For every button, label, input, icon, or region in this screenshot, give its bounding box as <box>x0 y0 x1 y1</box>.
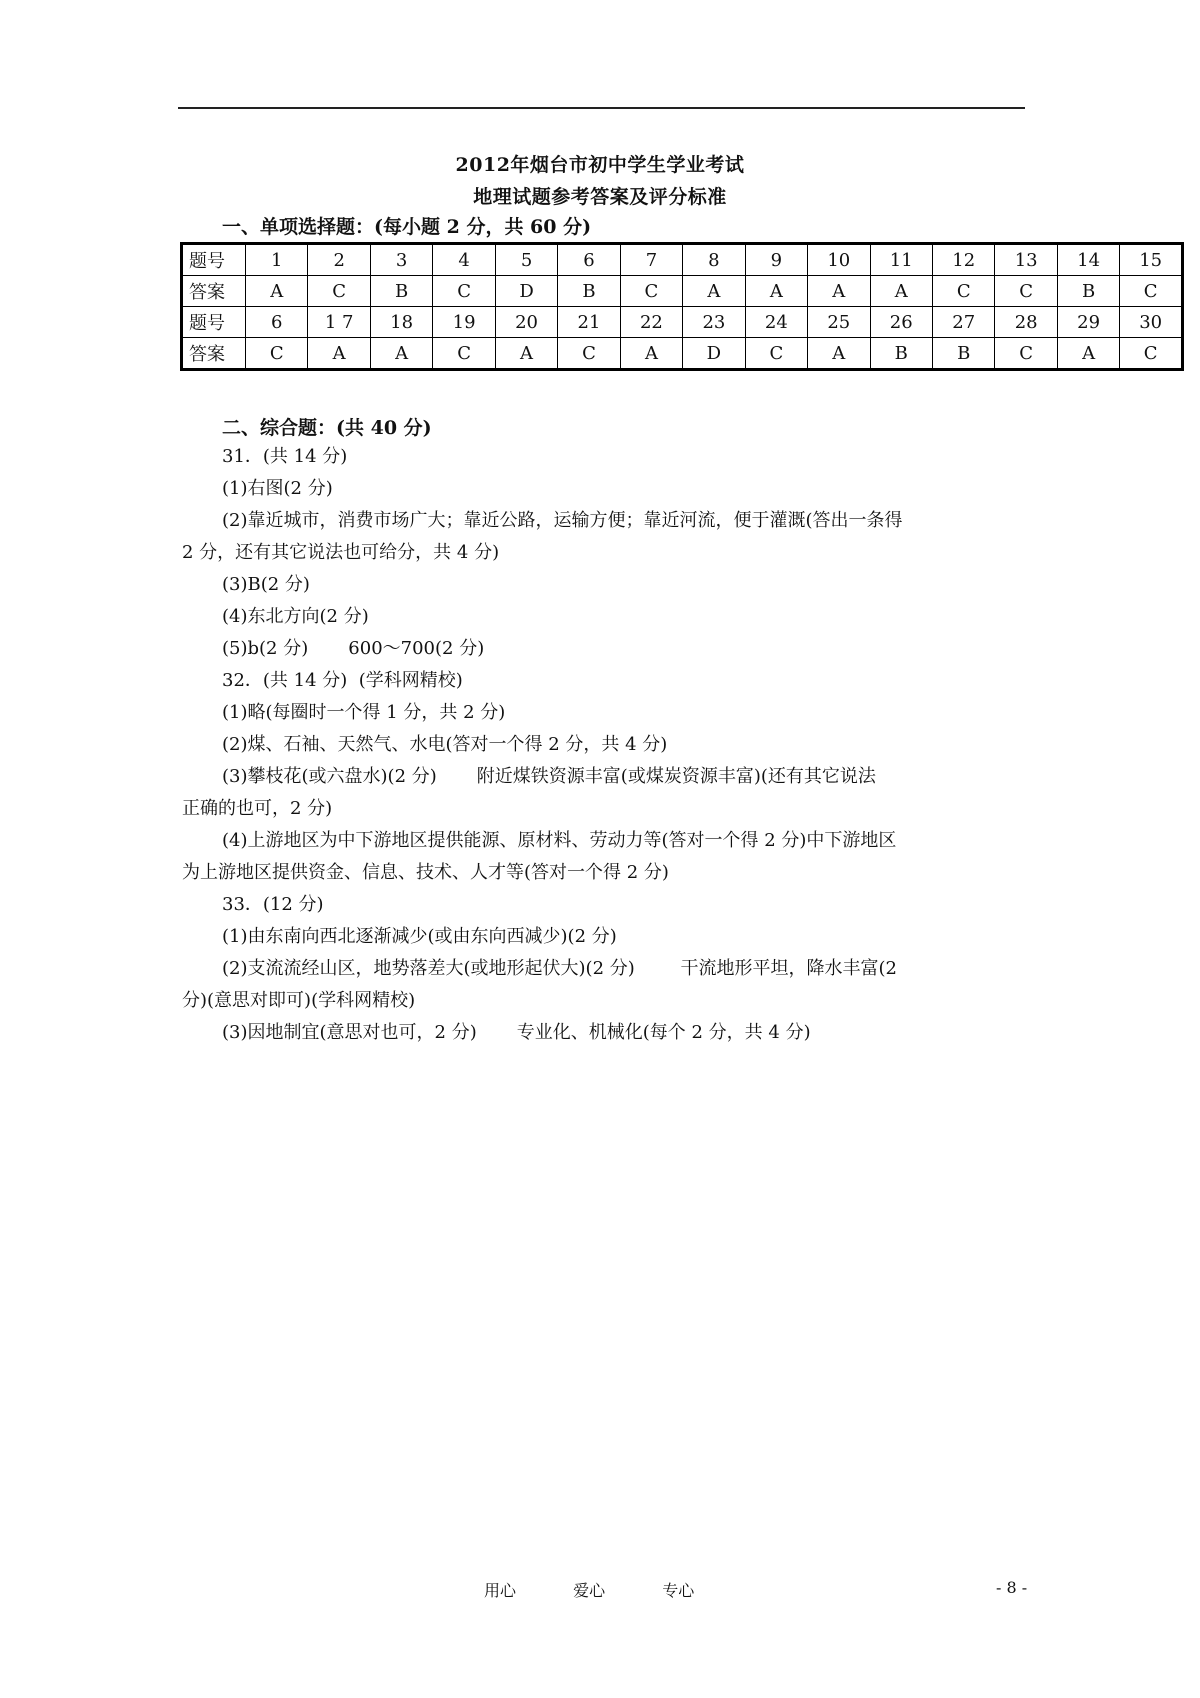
answer-line: 分)(意思对即可)(学科网精校) <box>182 990 416 1011</box>
table-cell: 4 <box>433 244 495 276</box>
footer-motto-1: 用心 <box>484 1581 517 1600</box>
answer-line: 2 分，还有其它说法也可给分，共 4 分) <box>182 542 500 563</box>
answer-line: (5)b(2 分) 600～700(2 分) <box>222 638 485 659</box>
table-cell: 28 <box>995 307 1057 338</box>
answer-line: 31．(共 14 分) <box>222 446 348 467</box>
table-row <box>182 307 1183 338</box>
table-cell: C <box>932 276 994 307</box>
table-cell: C <box>433 338 495 370</box>
table-cell: 29 <box>1057 307 1119 338</box>
answer-line: (3)因地制宜(意思对也可，2 分) 专业化、机械化(每个 2 分，共 4 分) <box>222 1022 811 1043</box>
table-cell: B <box>932 338 994 370</box>
table-cell: C <box>1120 276 1183 307</box>
table-cell: B <box>870 338 932 370</box>
row-label: 答案 <box>182 276 246 307</box>
table-cell: A <box>808 338 870 370</box>
table-cell: 22 <box>620 307 682 338</box>
table-cell: 3 <box>370 244 432 276</box>
document-title: 2012年烟台市初中学生学业考试 <box>455 154 745 176</box>
table-row <box>182 338 1183 370</box>
table-cell: C <box>246 338 308 370</box>
table-cell: 20 <box>495 307 557 338</box>
table-cell: A <box>745 276 807 307</box>
table-cell: C <box>308 276 370 307</box>
table-cell: C <box>745 338 807 370</box>
answer-line: (4)上游地区为中下游地区提供能源、原材料、劳动力等(答对一个得 2 分)中下游地区 <box>222 830 897 851</box>
table-cell: 1 <box>246 244 308 276</box>
table-cell: C <box>995 338 1057 370</box>
table-cell: 10 <box>808 244 870 276</box>
table-cell: 9 <box>745 244 807 276</box>
table-cell: A <box>808 276 870 307</box>
table-row <box>182 276 1183 307</box>
row-label: 答案 <box>182 338 246 370</box>
table-row <box>182 244 1183 276</box>
table-cell: C <box>995 276 1057 307</box>
answer-line: (2)煤、石袖、天然气、水电(答对一个得 2 分，共 4 分) <box>222 734 668 755</box>
footer-motto-2: 爱心 <box>573 1581 606 1600</box>
header-rule <box>178 107 1025 109</box>
table-cell: C <box>620 276 682 307</box>
answer-line: (3)攀枝花(或六盘水)(2 分) 附近煤铁资源丰富(或煤炭资源丰富)(还有其它说法 <box>222 766 876 787</box>
table-cell: B <box>558 276 620 307</box>
table-cell: 15 <box>1120 244 1183 276</box>
table-cell: C <box>558 338 620 370</box>
table-cell: 6 <box>246 307 308 338</box>
table-cell: 21 <box>558 307 620 338</box>
answer-lines <box>182 441 1024 1049</box>
table-cell: D <box>495 276 557 307</box>
answer-line: (4)东北方向(2 分) <box>222 606 369 627</box>
table-cell: 6 <box>558 244 620 276</box>
table-cell: B <box>370 276 432 307</box>
answer-line: (1)略(每圈时一个得 1 分，共 2 分) <box>222 702 506 723</box>
table-cell: 2 <box>308 244 370 276</box>
footer-motto-3: 专心 <box>662 1581 695 1600</box>
table-cell: A <box>308 338 370 370</box>
table-cell: 13 <box>995 244 1057 276</box>
table-cell: 25 <box>808 307 870 338</box>
table-cell: A <box>870 276 932 307</box>
section1-heading: 一、单项选择题：(每小题 2 分，共 60 分) <box>222 216 592 238</box>
table-cell: C <box>1120 338 1183 370</box>
table-cell: 30 <box>1120 307 1183 338</box>
table-cell: 23 <box>683 307 745 338</box>
answer-line: (1)右图(2 分) <box>222 478 333 499</box>
table-cell: 19 <box>433 307 495 338</box>
table-cell: D <box>683 338 745 370</box>
table-cell: A <box>620 338 682 370</box>
table-cell: A <box>370 338 432 370</box>
answer-line: (1)由东南向西北逐渐减少(或由东向西减少)(2 分) <box>222 926 617 947</box>
table-cell: 18 <box>370 307 432 338</box>
document-subtitle: 地理试题参考答案及评分标准 <box>473 186 727 208</box>
answer-line: 33．(12 分) <box>222 894 324 915</box>
row-label: 题号 <box>182 244 246 276</box>
table-cell: B <box>1057 276 1119 307</box>
answer-line: (2)支流流经山区，地势落差大(或地形起伏大)(2 分) 干流地形平坦，降水丰富(2 <box>222 958 898 979</box>
page-number: - 8 - <box>996 1578 1028 1597</box>
table-cell: 1 7 <box>308 307 370 338</box>
table-cell: 5 <box>495 244 557 276</box>
table-cell: 11 <box>870 244 932 276</box>
answer-line: (2)靠近城市，消费市场广大；靠近公路，运输方便；靠近河流，便于灌溉(答出一条得 <box>222 510 903 531</box>
answer-table <box>180 242 1184 371</box>
answer-line: 为上游地区提供资金、信息、技术、人才等(答对一个得 2 分) <box>182 862 669 883</box>
table-cell: 12 <box>932 244 994 276</box>
table-cell: 14 <box>1057 244 1119 276</box>
section2-heading: 二、综合题：(共 40 分) <box>222 417 432 439</box>
answer-line: (3)B(2 分) <box>222 574 310 595</box>
table-cell: 8 <box>683 244 745 276</box>
table-cell: 26 <box>870 307 932 338</box>
table-cell: 7 <box>620 244 682 276</box>
table-cell: 27 <box>932 307 994 338</box>
table-cell: A <box>1057 338 1119 370</box>
answer-line: 32．(共 14 分) (学科网精校) <box>222 670 463 691</box>
table-cell: A <box>495 338 557 370</box>
footer-motto <box>484 1578 746 1601</box>
answer-line: 正确的也可，2 分) <box>182 798 333 819</box>
table-cell: C <box>433 276 495 307</box>
table-cell: A <box>683 276 745 307</box>
row-label: 题号 <box>182 307 246 338</box>
table-cell: A <box>246 276 308 307</box>
table-cell: 24 <box>745 307 807 338</box>
